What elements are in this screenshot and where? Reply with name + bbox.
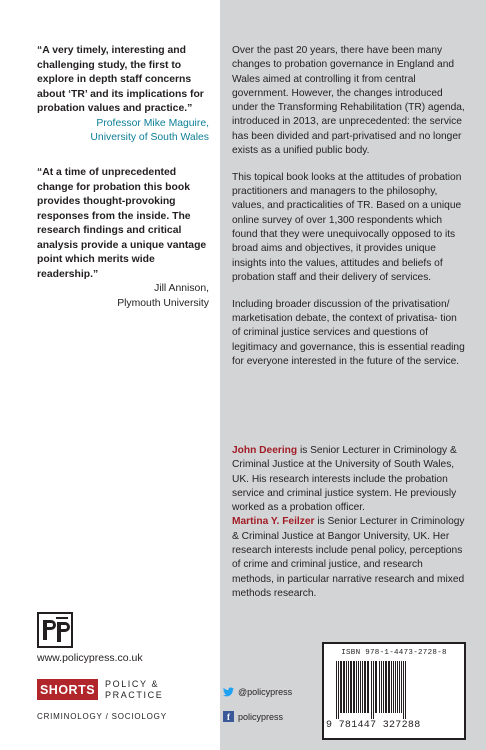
endorsement-quote-2 bbox=[37, 166, 209, 311]
facebook-icon: f bbox=[223, 711, 234, 722]
series-subject: CRIMINOLOGY / SOCIOLOGY bbox=[37, 712, 167, 721]
twitter-icon bbox=[223, 686, 234, 697]
series-title bbox=[105, 679, 163, 701]
quote-text: “A very timely, interesting and challenging study, the first to explore in depth staff concerns about ‘TR’ and its implications for probation values and practice.” bbox=[37, 45, 204, 114]
twitter-handle-text: @policypress bbox=[238, 686, 293, 697]
author-name: Martina Y. Feilzer bbox=[232, 516, 315, 528]
quote-text: “At a time of unprecedented change for probation this book provides thought-provoking responses from the inside. The research findings and critical analysis provide a unique vantage point which merits wide readership.” bbox=[37, 167, 207, 280]
isbn-label: ISBN 978-1-4473-2728-8 bbox=[341, 649, 447, 657]
author-bio-1 bbox=[232, 444, 467, 515]
author-name: John Deering bbox=[232, 445, 298, 456]
barcode-bars bbox=[334, 661, 456, 719]
facebook-handle-text: policypress bbox=[238, 711, 284, 722]
series-title-line-2: PRACTICE bbox=[105, 690, 164, 700]
description-paragraph-3: Including broader discussion of the privatisation/ marketisation debate, the context of privatisa- tion of criminal justice services and questions of legitimacy and governance, this is essential reading for everyone interested in the future of the service. bbox=[232, 298, 465, 367]
endorsement-quote-1 bbox=[37, 44, 209, 146]
policy-press-logo bbox=[37, 612, 73, 648]
description-paragraph-1: Over the past 20 years, there have been many changes to probation governance in England and Wales aimed at controlling it from central government. However, the changes introduced under the Transforming Rehabilitation (TR) agenda, introduced in 2013, are unprecedented: the service has been divided and part-privatised and no longer exists as a unified public body. bbox=[232, 45, 465, 157]
isbn-barcode bbox=[322, 642, 466, 740]
author-bio-text: is Senior Lecturer in Criminology & Criminal Justice at Bangor University, UK. Her research interests include penal policy, perceptions of crime and criminal justice, and research methods, in particular narrative research and mixed methods research. bbox=[232, 516, 465, 599]
facebook-handle bbox=[223, 711, 283, 722]
description-paragraph-2: This topical book looks at the attitudes of probation practitioners and managers to the philosophy, values, and practicalities of TR. Based on a unique online survey of over 1,300 respondents which found that they were unequivocally opposed to its broad aims and objectives, it provides unique insights into the values, attitudes and beliefs of probation staff and their delivery of services. bbox=[232, 171, 462, 283]
publisher-website: www.policypress.co.uk bbox=[37, 652, 143, 664]
quote-attribution-affiliation: Plymouth University bbox=[117, 297, 209, 309]
quote-attribution-name: Professor Mike Maguire, bbox=[96, 117, 209, 129]
author-bio-text: is Senior Lecturer in Criminology & Criminal Justice at the University of South Wales, UK. His research interests include the probation service and criminal justice system. He previously worked as a probation officer. bbox=[232, 445, 457, 514]
quote-attribution-name: Jill Annison, bbox=[154, 283, 209, 294]
author-bio-2 bbox=[232, 515, 467, 601]
twitter-handle bbox=[223, 686, 292, 697]
ean-digits: 9 781447 327288 bbox=[326, 720, 421, 731]
quote-attribution-affiliation: University of South Wales bbox=[90, 132, 209, 143]
author-bios bbox=[232, 444, 467, 601]
book-description bbox=[232, 44, 467, 382]
series-title-line-1: POLICY & bbox=[105, 679, 160, 689]
shorts-series-badge: SHORTS bbox=[37, 679, 98, 700]
